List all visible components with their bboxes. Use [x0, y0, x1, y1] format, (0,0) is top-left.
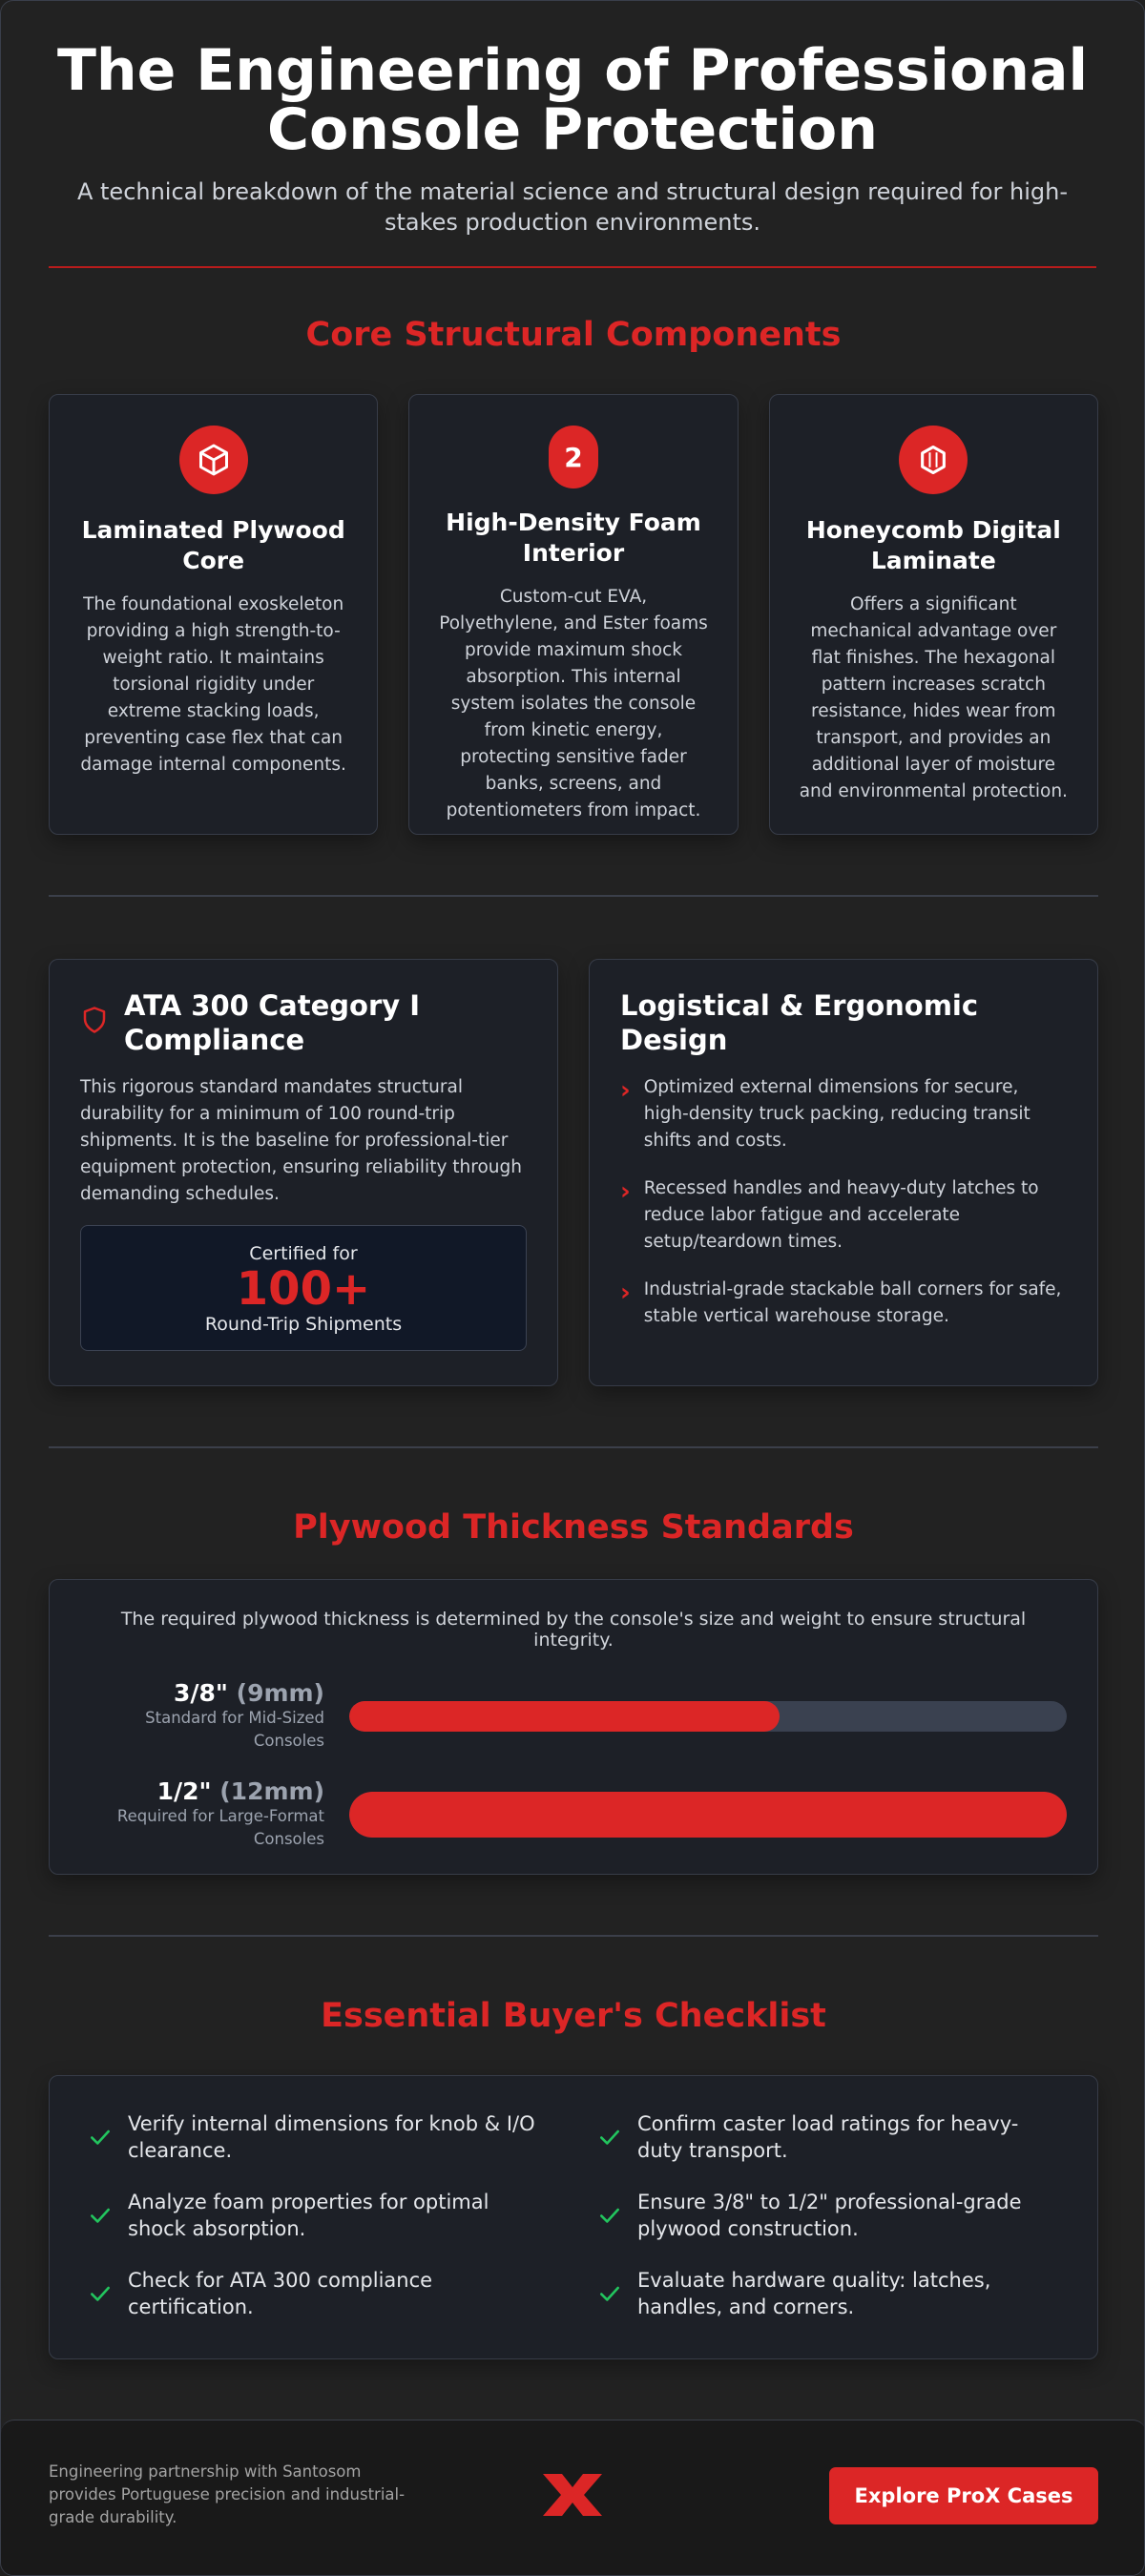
- thickness-section-title: Plywood Thickness Standards: [293, 1508, 854, 1547]
- cert-label: Certified for: [249, 1243, 358, 1264]
- component-title: Honeycomb Digital Laminate: [805, 516, 1061, 574]
- thickness-size: 3/8": [173, 1679, 228, 1707]
- cert-sub: Round-Trip Shipments: [204, 1314, 403, 1335]
- checklist-item-text: Confirm caster load ratings for heavy-duty transport.: [637, 2112, 1019, 2162]
- checklist-item-text: Ensure 3/8" to 1/2" professional-grade plywood construction.: [637, 2191, 1022, 2240]
- checklist-item: [597, 2110, 1059, 2164]
- list-item-text: Industrial-grade stackable ball corners for safe, stable vertical warehouse storage.: [643, 1279, 1062, 1326]
- component-card-plywood: [49, 394, 378, 835]
- list-item-text: Optimized external dimensions for secure, high-density truck packing, reducing transit shifts and costs.: [643, 1077, 1030, 1151]
- cube-icon-badge: [179, 426, 248, 494]
- x-logo-icon: [541, 2472, 604, 2518]
- thickness-label: [80, 1679, 349, 1753]
- logistics-card: [589, 959, 1098, 1386]
- list-item: [620, 1175, 1067, 1256]
- ata-title: ATA 300 Category I Compliance: [124, 989, 421, 1056]
- chevron-right-icon: ›: [620, 1076, 631, 1105]
- checklist-item-text: Evaluate hardware quality: latches, handles, and corners.: [637, 2269, 991, 2318]
- checklist-item: [597, 2267, 1059, 2320]
- checklist-item: [88, 2189, 550, 2242]
- section-divider: [49, 1935, 1098, 1937]
- thickness-bar-fill: [349, 1792, 1067, 1838]
- explore-cases-button[interactable]: Explore ProX Cases: [829, 2467, 1098, 2524]
- component-title: Laminated Plywood Core: [81, 516, 345, 574]
- checklist-item: [88, 2267, 550, 2320]
- checklist-item: [597, 2189, 1059, 2242]
- checkmark-icon: [88, 2203, 113, 2228]
- page-title: The Engineering of Professional Console Protection: [56, 37, 1089, 163]
- title-divider: [49, 266, 1096, 268]
- compliance-logistics-row: [49, 959, 1098, 1386]
- thickness-desc: Required for Large-Format Consoles: [116, 1807, 324, 1848]
- checklist-item-text: Check for ATA 300 compliance certification.: [128, 2269, 433, 2318]
- ata-body: This rigorous standard mandates structural durability for a minimum of 100 round-trip shipments. It is the baseline for professional-tier equipment protection, ensuring reliability through demanding schedules.: [80, 1077, 522, 1204]
- thickness-label: [80, 1777, 349, 1851]
- checkmark-icon: [597, 2203, 622, 2228]
- thickness-mm: (9mm): [236, 1679, 324, 1707]
- header: [1, 1, 1144, 238]
- thickness-card: [49, 1579, 1098, 1875]
- certification-box: [80, 1225, 527, 1351]
- list-item: [620, 1277, 1067, 1330]
- checklist-item-text: Analyze foam properties for optimal shock absorption.: [128, 2191, 489, 2240]
- thickness-bar-track: [349, 1792, 1067, 1838]
- checkmark-icon: [597, 2125, 622, 2150]
- checkmark-icon: [88, 2281, 113, 2306]
- cube-icon: [197, 443, 231, 477]
- logistics-title: Logistical & Ergonomic Design: [620, 989, 979, 1056]
- thickness-row: [80, 1777, 1067, 1851]
- footer-text: Engineering partnership with Santosom provides Portuguese precision and industrial-grade durability.: [49, 2462, 406, 2526]
- logistics-list: [620, 1074, 1067, 1330]
- component-body: Offers a significant mechanical advantage over flat finishes. The hexagonal pattern increases scratch resistance, hides wear from transport, and provides an additional layer of moisture and environmental protection.: [799, 594, 1068, 801]
- hexagon-icon: [917, 444, 949, 476]
- checklist-item-text: Verify internal dimensions for knob & I/O clearance.: [128, 2112, 535, 2162]
- components-grid: [49, 394, 1098, 835]
- section-divider: [49, 895, 1098, 897]
- thickness-mm: (12mm): [219, 1777, 324, 1805]
- checklist-card: [49, 2075, 1098, 2359]
- page-subtitle: A technical breakdown of the material science and structural design required for high-stakes production environments.: [76, 178, 1069, 236]
- thickness-row: [80, 1679, 1067, 1753]
- thickness-desc: Standard for Mid-Sized Consoles: [145, 1709, 324, 1750]
- hexagon-icon-badge: [899, 426, 968, 494]
- footer: [1, 2420, 1145, 2576]
- list-item: [620, 1074, 1067, 1154]
- thickness-size: 1/2": [156, 1777, 212, 1805]
- component-body: Custom-cut EVA, Polyethylene, and Ester foams provide maximum shock absorption. This internal system isolates the console from kinetic energy, protecting sensitive fader banks, screens, and potentiometers from impact.: [439, 587, 708, 821]
- shield-icon: [80, 1006, 109, 1034]
- component-title: High-Density Foam Interior: [446, 509, 701, 567]
- badge-number: 2: [564, 441, 583, 473]
- ata-header: [80, 988, 527, 1057]
- chevron-right-icon: ›: [620, 1177, 631, 1206]
- component-body: The foundational exoskeleton providing a high strength-to-weight ratio. It maintains torsional rigidity under extreme stacking loads, preventing case flex that can damage internal components.: [80, 594, 346, 775]
- thickness-intro: The required plywood thickness is determined by the console's size and weight to ensure structural integrity.: [120, 1609, 1027, 1651]
- number-badge: [549, 426, 598, 488]
- thickness-bar-track: [349, 1701, 1067, 1732]
- section-divider: [49, 1446, 1098, 1448]
- checklist-section-title: Essential Buyer's Checklist: [321, 1997, 826, 2035]
- thickness-bar-fill: [349, 1701, 780, 1732]
- checkmark-icon: [597, 2281, 622, 2306]
- checklist-item: [88, 2110, 550, 2164]
- ata-card: [49, 959, 558, 1386]
- components-section-title: Core Structural Components: [305, 316, 842, 354]
- component-card-foam: [408, 394, 738, 835]
- list-item-text: Recessed handles and heavy-duty latches to reduce labor fatigue and accelerate setup/teardown times.: [643, 1178, 1039, 1252]
- component-card-laminate: [769, 394, 1098, 835]
- checklist-grid: [88, 2110, 1059, 2320]
- checkmark-icon: [88, 2125, 113, 2150]
- cert-value: 100+: [236, 1262, 371, 1316]
- chevron-right-icon: ›: [620, 1278, 631, 1307]
